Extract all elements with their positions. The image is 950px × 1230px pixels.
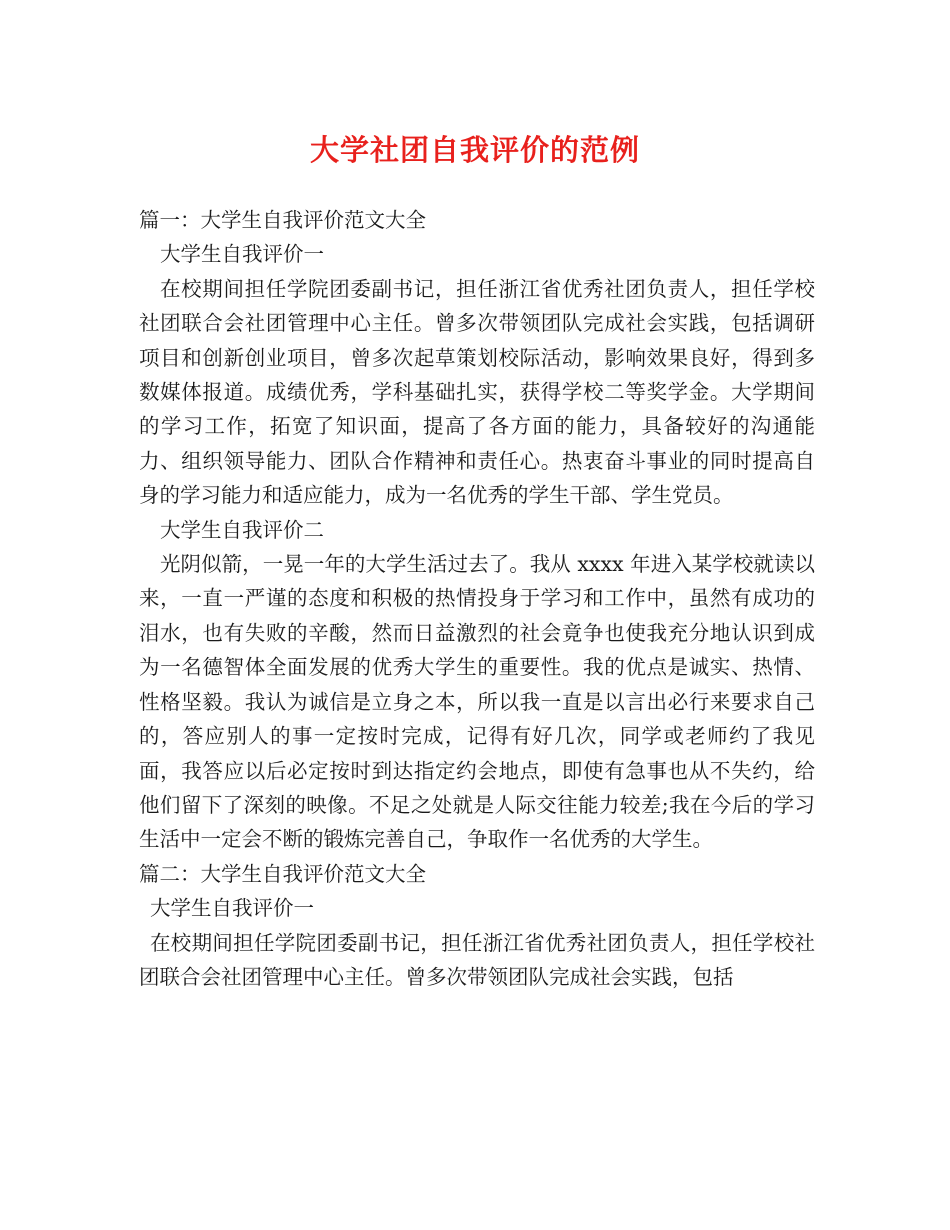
section-subtitle: 大学生自我评价一 [150, 896, 314, 921]
section-heading: 篇二：大学生自我评价范文大全 [139, 861, 426, 886]
section-paragraph: 在校期间担任学院团委副书记，担任浙江省优秀社团负责人，担任学校社团联合会社团管理中心主任。曾多次带领团队完成社会实践，包括 [139, 930, 815, 989]
section-heading: 篇一：大学生自我评价范文大全 [139, 208, 426, 232]
section-paragraph: 光阴似箭，一晃一年的大学生活过去了。我从 xxxx 年进入某学校就读以来，一直一严谨的态度和积极的热情投身于学习和工作中，虽然有成功的泪水，也有失败的辛酸，然而日益激烈的社会竟争也使我充分地认识到成为一名德智体全面发展的优秀大学生的重要性。我的优点是诚实、热情、性格坚毅。我认为诚信是立身之本，所以我一直是以言出必行来要求自己的，答应别人的事一定按时完成，记得有好几次，同学或老师约了我见面，我答应以后必定按时到达指定约会地点，即使有急事也从不失约，给他们留下了深刻的映像。不足之处就是人际交往能力较差;我在今后的学习生活中一定会不断的锻炼完善自己，争取作一名优秀的大学生。 [139, 552, 815, 852]
document-body [139, 203, 815, 994]
section-paragraph: 在校期间担任学院团委副书记，担任浙江省优秀社团负责人，担任学校社团联合会社团管理中心主任。曾多次带领团队完成社会实践，包括调研项目和创新创业项目，曾多次起草策划校际活动，影响效果良好，得到多数媒体报道。成绩优秀，学科基础扎实，获得学校二等奖学金。大学期间的学习工作，拓宽了知识面，提高了各方面的能力，具备较好的沟通能力、组织领导能力、团队合作精神和责任心。热衷奋斗事业的同时提高自身的学习能力和适应能力，成为一名优秀的学生干部、学生党员。 [139, 276, 815, 508]
section-subtitle: 大学生自我评价一 [160, 242, 324, 267]
document-title: 大学社团自我评价的范例 [309, 133, 640, 167]
section-subtitle: 大学生自我评价二 [160, 517, 324, 542]
